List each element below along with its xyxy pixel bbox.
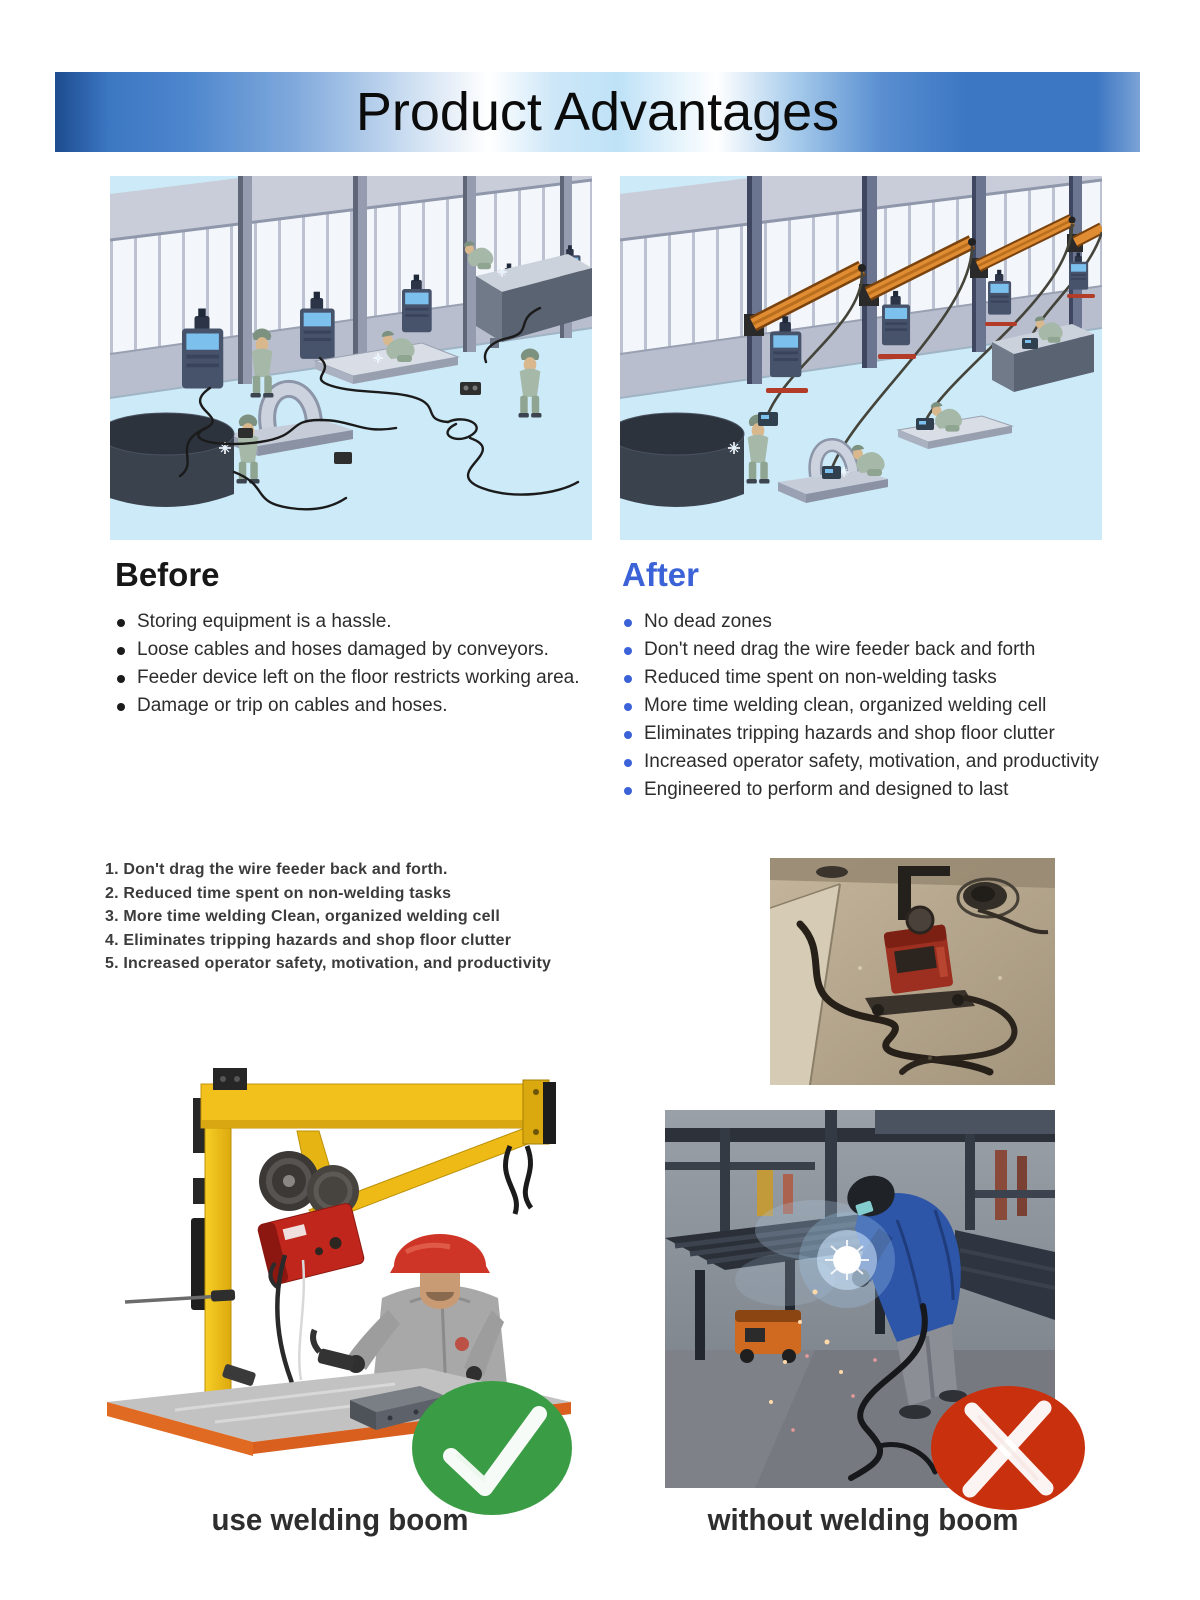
benefit-item: 5. Increased operator safety, motivation, and productivity xyxy=(105,955,552,972)
cross-icon xyxy=(928,1384,1090,1516)
bullet-item: More time welding clean, organized welding cell xyxy=(622,692,1100,720)
before-heading: Before xyxy=(115,556,220,593)
bullet-item: Damage or trip on cables and hoses. xyxy=(115,692,610,720)
bullet-dot-icon xyxy=(624,759,632,767)
bullet-item: Feeder device left on the floor restricts working area. xyxy=(115,664,610,692)
after-heading: After xyxy=(622,556,700,593)
before-section xyxy=(115,556,610,720)
page-title-banner xyxy=(55,72,1140,152)
after-section xyxy=(622,556,1100,804)
bullet-item: Storing equipment is a hassle. xyxy=(115,608,610,636)
benefits-list xyxy=(105,858,615,976)
bullet-item: Don't need drag the wire feeder back and forth xyxy=(622,636,1100,664)
caption-with-boom: use welding boom xyxy=(211,1502,469,1537)
bullet-item: Loose cables and hoses damaged by conveyors. xyxy=(115,636,610,664)
bullet-dot-icon xyxy=(624,619,632,627)
benefit-item: 2. Reduced time spent on non-welding tasks xyxy=(105,884,452,902)
benefit-item: 3. More time welding Clean, organized welding cell xyxy=(105,908,500,925)
caption-without-boom: without welding boom xyxy=(707,1502,1019,1537)
bullet-item: Eliminates tripping hazards and shop floor clutter xyxy=(622,720,1100,748)
bullet-dot-icon xyxy=(624,787,632,795)
after-illustration xyxy=(620,176,1102,540)
benefit-item: 4. Eliminates tripping hazards and shop floor clutter xyxy=(105,931,512,949)
bullet-dot-icon xyxy=(117,675,125,683)
bullet-item: No dead zones xyxy=(622,608,1100,636)
page-title: Product Advantages xyxy=(355,82,840,142)
bullet-dot-icon xyxy=(117,619,125,627)
bullet-dot-icon xyxy=(624,647,632,655)
bullet-item: Reduced time spent on non-welding tasks xyxy=(622,664,1100,692)
before-illustration xyxy=(110,176,592,540)
bullet-item: Increased operator safety, motivation, and productivity xyxy=(622,748,1100,776)
bullet-dot-icon xyxy=(624,675,632,683)
feeder-on-floor-photo xyxy=(770,858,1055,1085)
bullet-dot-icon xyxy=(624,703,632,711)
bullet-dot-icon xyxy=(624,731,632,739)
bullet-dot-icon xyxy=(117,703,125,711)
check-icon xyxy=(405,1376,580,1521)
bullet-dot-icon xyxy=(117,647,125,655)
bullet-item: Engineered to perform and designed to last xyxy=(622,776,1100,804)
after-bullet-list xyxy=(622,608,1100,804)
benefit-item: 1. Don't drag the wire feeder back and forth. xyxy=(105,861,448,878)
before-bullet-list xyxy=(115,608,610,720)
